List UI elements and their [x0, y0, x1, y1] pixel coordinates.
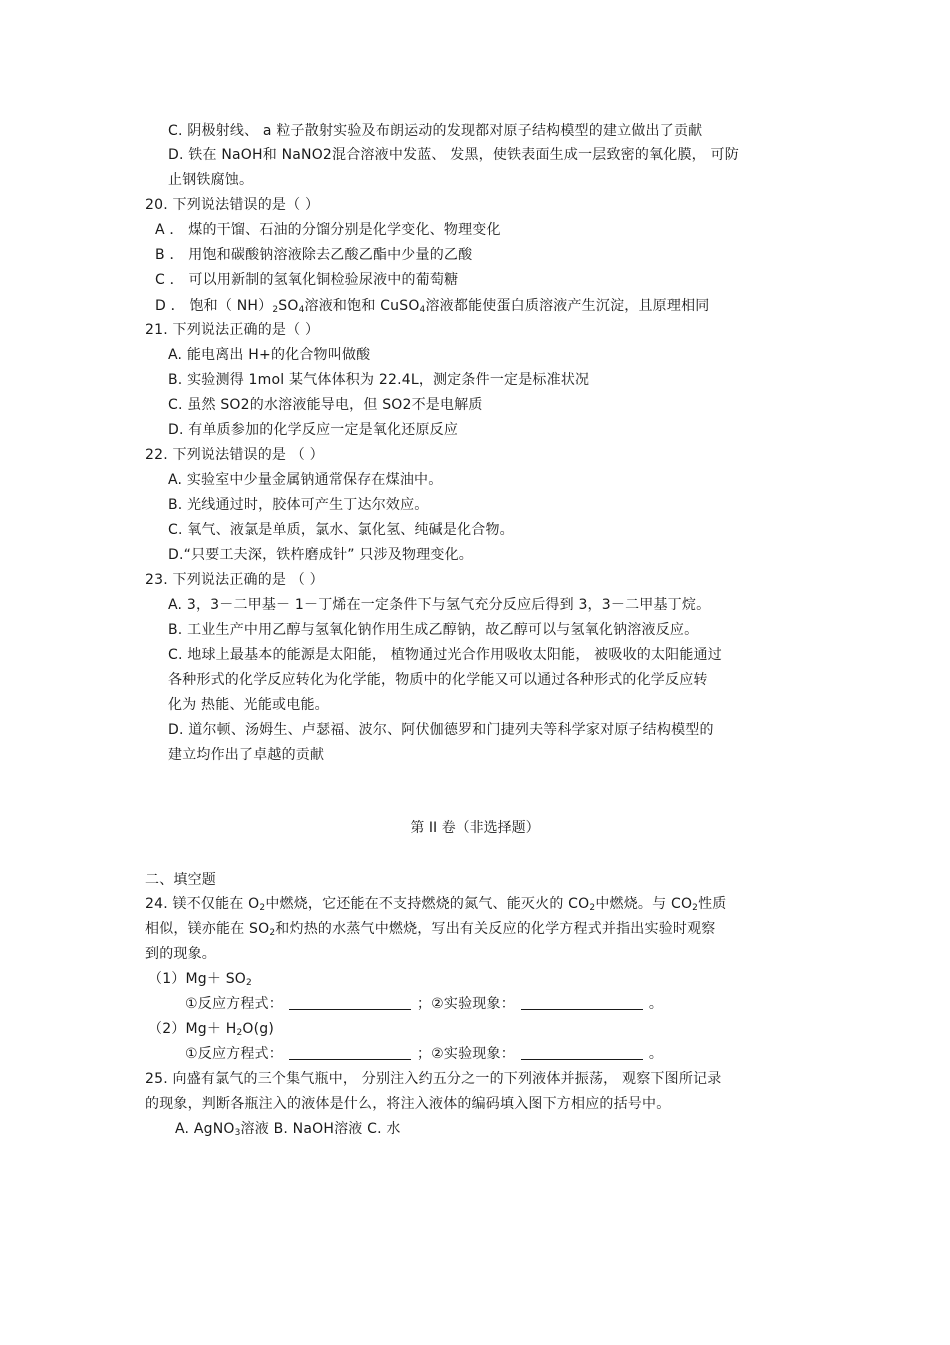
q23-option-b: B. 工业生产中用乙醇与氢氧化钠作用生成乙醇钠，故乙醇可以与氢氧化钠溶液反应。: [168, 622, 699, 638]
q22-option-c: C. 氧气、液氯是单质，氯水、氯化氢、纯碱是化合物。: [168, 522, 514, 538]
q24-p2-sep: ；②实验现象：: [416, 1046, 515, 1062]
q24-p2-s: 2: [236, 1028, 243, 1038]
q24-p2-eq-label: ①反应方程式：: [185, 1046, 283, 1062]
q24-l2-end: 和灼热的水蒸气中燃烧，写出有关反应的化学方程式并指出实验时观察: [275, 921, 716, 937]
q21-option-a: A. 能电离出 H+的化合物叫做酸: [168, 347, 371, 363]
q19-option-d-line2: 止钢铁腐蚀。: [168, 172, 254, 188]
q24-part2-answer: [185, 1044, 663, 1064]
q20-option-c: C ． 可以用新制的氢氧化铜检验尿液中的葡萄糖: [155, 272, 459, 288]
q24-line3: 到的现象。: [145, 946, 216, 962]
q20-d-end: 溶液都能使蛋白质溶液产生沉淀，且原理相同: [425, 298, 710, 314]
q24-p1-phenomenon-blank[interactable]: [521, 997, 643, 1010]
q24-p2-phenomenon-blank[interactable]: [521, 1047, 643, 1060]
q24-l1-mid2: 中燃烧。与 CO: [595, 896, 693, 912]
q20-d-sub1: 2: [272, 305, 279, 315]
q24-line1: [145, 894, 727, 918]
q24-p2-equation-blank[interactable]: [289, 1047, 411, 1060]
q20-d-mid: SO: [278, 298, 299, 314]
q24-p1-sep: ；②实验现象：: [416, 996, 515, 1012]
q21-option-c: C. 虽然 SO2的水溶液能导电，但 SO2不是电解质: [168, 397, 483, 413]
q20-d-sub3: 4: [419, 305, 426, 315]
q23-option-c-line2: 各种形式的化学反应转化为化学能，物质中的化学能又可以通过各种形式的化学反应转: [168, 672, 708, 688]
q24-p1-end: 。: [648, 996, 664, 1012]
q23-option-c-line1: C. 地球上最基本的能源是太阳能， 植物通过光合作用吸收太阳能， 被吸收的太阳能通过: [168, 647, 722, 663]
q24-p2-end: 。: [648, 1046, 664, 1062]
q22-option-b: B. 光线通过时，胶体可产生丁达尔效应。: [168, 497, 429, 513]
q24-l1-end: 性质: [698, 896, 727, 912]
q20-option-d: [155, 296, 709, 320]
q19-option-d-line1: D. 铁在 NaOH和 NaNO2混合溶液中发蓝、 发黑，使铁表面生成一层致密的氧化膜， 可防: [168, 147, 739, 163]
q24-l1-mid: 中燃烧，它还能在不支持燃烧的氮气、能灭火的 CO: [265, 896, 590, 912]
q24-l1-pre: 24. 镁不仅能在 O: [145, 896, 260, 912]
q25-line1: 25. 向盛有氯气的三个集气瓶中， 分别注入约五分之一的下列液体并振荡， 观察下图所记录: [145, 1071, 722, 1087]
q24-p2-post: O(g): [242, 1021, 275, 1037]
q20-d-sub2: 4: [298, 305, 305, 315]
q24-line2: [145, 919, 716, 943]
q20-option-a: A ． 煤的干馏、石油的分馏分别是化学变化、物理变化: [155, 222, 501, 238]
q24-part1-answer: [185, 994, 663, 1014]
q22-option-a: A. 实验室中少量金属钠通常保存在煤油中。: [168, 472, 443, 488]
q24-p1-eq-label: ①反应方程式：: [185, 996, 283, 1012]
part-heading: 二、填空题: [145, 872, 216, 888]
q24-part2: [148, 1019, 274, 1043]
q25-opt-post: 溶液 B. NaOH溶液 C. 水: [240, 1121, 401, 1137]
q24-p1-s: 2: [246, 978, 252, 988]
q23-option-d-line2: 建立均作出了卓越的贡献: [168, 747, 325, 763]
q20-option-b: B ． 用饱和碳酸钠溶液除去乙酸乙酯中少量的乙酸: [155, 247, 473, 263]
q24-part1: [148, 969, 252, 993]
q21-stem: 21. 下列说法正确的是（ ）: [145, 322, 320, 338]
q24-l1-s1: 2: [259, 903, 266, 913]
q25-line2: 的现象，判断各瓶注入的液体是什么，将注入液体的编码填入图下方相应的括号中。: [145, 1096, 671, 1112]
q24-l1-s2: 2: [589, 903, 596, 913]
q21-option-d: D. 有单质参加的化学反应一定是氧化还原反应: [168, 422, 459, 438]
q21-option-b: B. 实验测得 1mol 某气体体积为 22.4L，测定条件一定是标准状况: [168, 372, 590, 388]
q20-d-post: 溶液和饱和 CuSO: [304, 298, 420, 314]
q25-opt-sub: 3: [234, 1128, 241, 1138]
q20-stem: 20. 下列说法错误的是（ ）: [145, 197, 320, 213]
q24-l2-pre: 相似，镁亦能在 SO: [145, 921, 270, 937]
q20-d-pre: D ． 饱和（ NH）: [155, 298, 273, 314]
q25-options: [175, 1119, 401, 1143]
q22-stem: 22. 下列说法错误的是 （ ）: [145, 447, 324, 463]
q24-p1-equation-blank[interactable]: [289, 997, 411, 1010]
q23-stem: 23. 下列说法正确的是 （ ）: [145, 572, 324, 588]
q19-option-c: C. 阴极射线、 a 粒子散射实验及布朗运动的发现都对原子结构模型的建立做出了贡献: [168, 123, 703, 139]
q23-option-d-line1: D. 道尔顿、汤姆生、卢瑟福、波尔、阿伏伽德罗和门捷列夫等科学家对原子结构模型的: [168, 722, 714, 738]
q23-option-a: A. 3，3－二甲基－ 1－丁烯在一定条件下与氢气充分反应后得到 3，3－二甲基丁烷。: [168, 597, 711, 613]
q25-opt-pre: A. AgNO: [175, 1121, 235, 1137]
q24-p2-pre: （2）Mg＋ H: [148, 1021, 237, 1037]
q24-l2-s1: 2: [269, 928, 276, 938]
section-title: 第 II 卷（非选择题）: [410, 820, 540, 836]
q24-l1-s3: 2: [692, 903, 699, 913]
q24-p1-pre: （1）Mg＋ SO: [148, 971, 247, 987]
q22-option-d: D.“只要工夫深，铁杵磨成针” 只涉及物理变化。: [168, 547, 473, 563]
q23-option-c-line3: 化为 热能、光能或电能。: [168, 697, 329, 713]
